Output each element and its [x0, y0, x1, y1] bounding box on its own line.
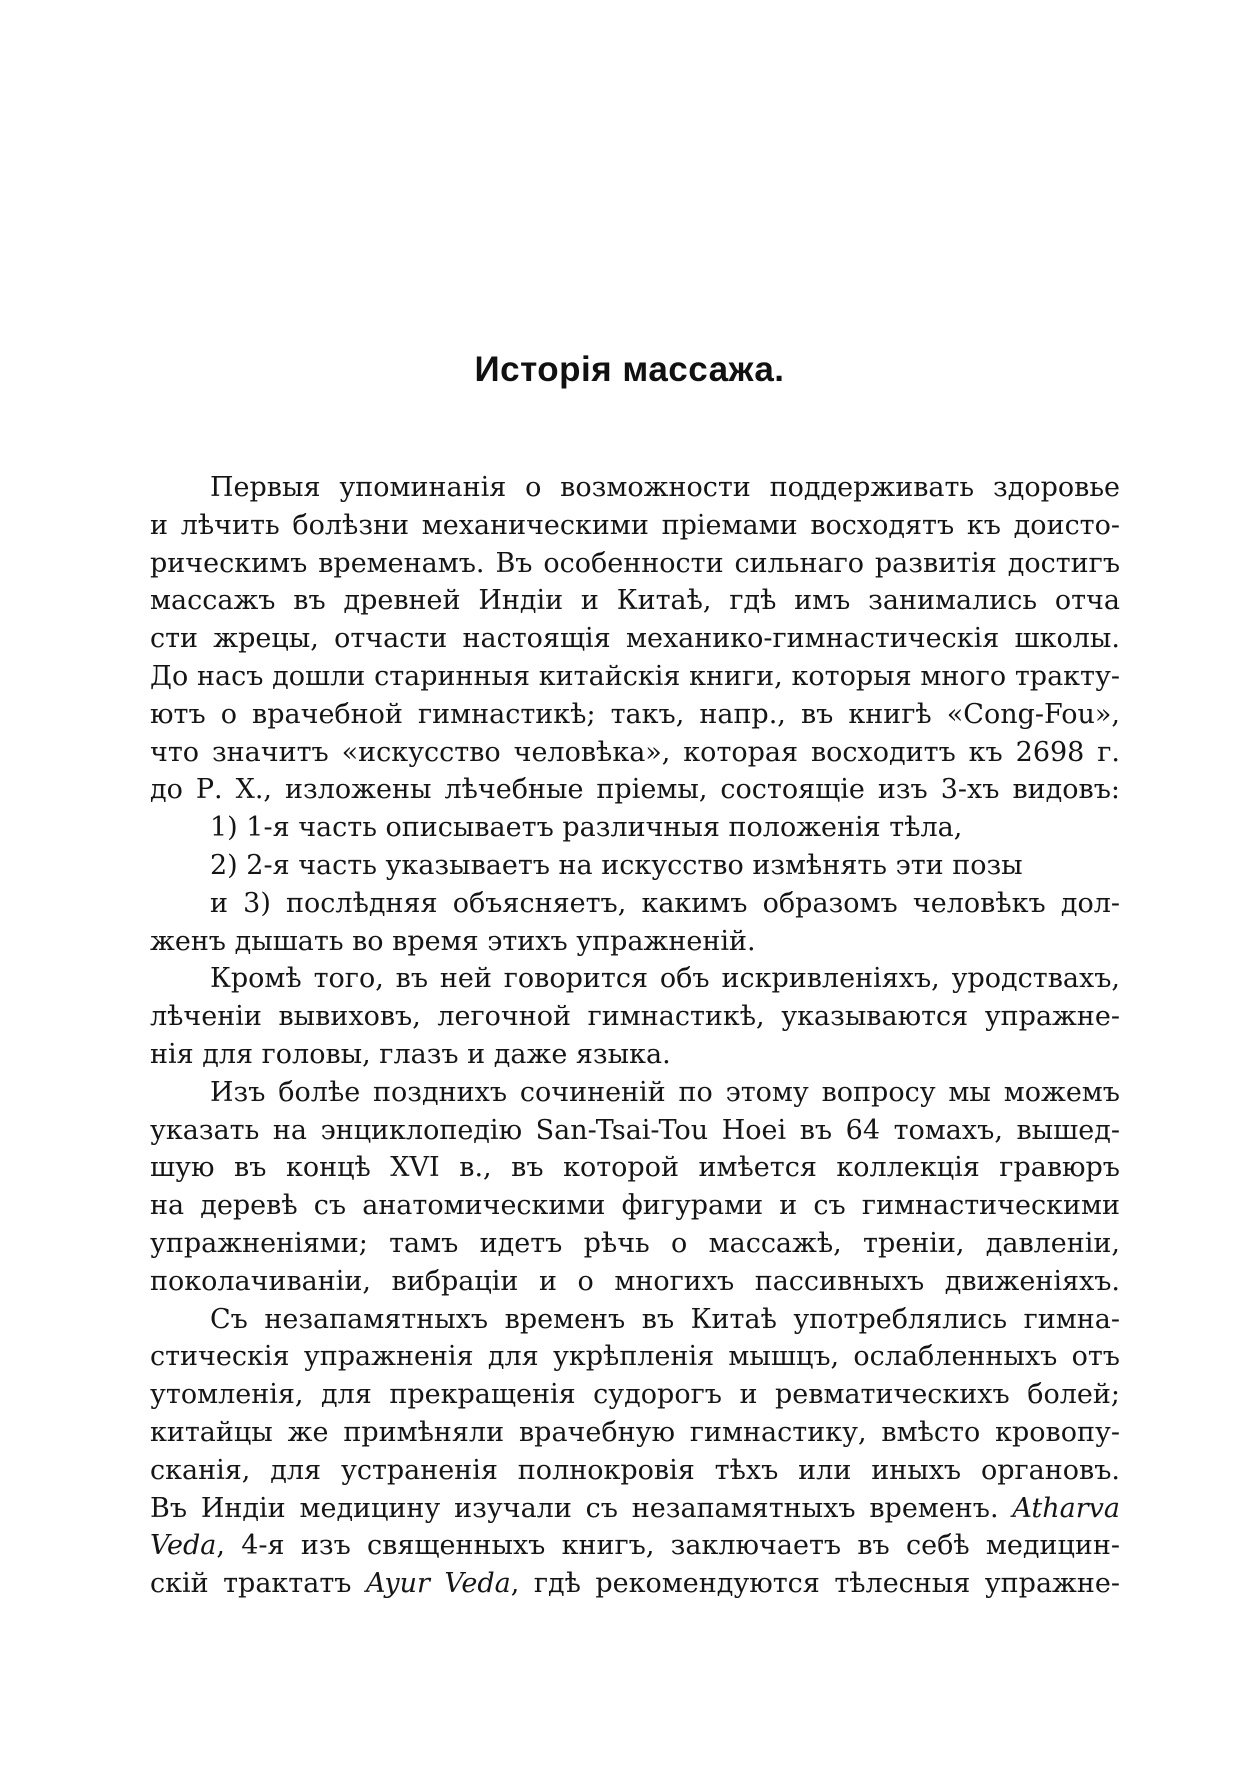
text-segment: до Р. Х., изложены лѣчебные пріемы, состоящіе изъ 3-хъ видовъ: — [150, 774, 1120, 806]
text-segment: упражненіями; тамъ идетъ рѣчь о массажѣ, треніи, давленіи, — [150, 1227, 1120, 1259]
text-line — [150, 582, 1120, 620]
text-line — [150, 1036, 1120, 1074]
text-line — [150, 1225, 1120, 1263]
text-line — [150, 885, 1120, 923]
text-line — [150, 809, 1120, 847]
text-line — [150, 734, 1120, 772]
body-text — [150, 469, 1120, 1603]
italic-text-segment: Veda — [150, 1530, 217, 1562]
text-segment: указать на энциклопедію San-Tsai-Tou Hoei въ 64 томахъ, вышед- — [150, 1114, 1120, 1146]
text-line — [150, 620, 1120, 658]
text-segment: стическія упражненія для укрѣпленія мышцъ, ослабленныхъ отъ — [150, 1341, 1120, 1373]
text-segment: утомленія, для прекращенія судорогъ и ревматическихъ болей; — [150, 1379, 1120, 1411]
text-segment: шую въ концѣ XVI в., въ которой имѣется коллекція гравюръ — [150, 1152, 1120, 1184]
text-line — [150, 1074, 1120, 1112]
text-segment: массажъ въ древней Индіи и Китаѣ, гдѣ имъ занимались отча — [150, 585, 1120, 617]
text-segment: Въ Индіи медицину изучали съ незапамятныхъ временъ. — [150, 1492, 1013, 1524]
text-segment: женъ дышать во время этихъ упражненій. — [150, 925, 756, 957]
text-line — [150, 1376, 1120, 1414]
text-segment: и 3) послѣдняя объясняетъ, какимъ образомъ человѣкъ дол- — [210, 887, 1120, 919]
text-segment: , гдѣ рекомендуются тѣлесныя упражне- — [510, 1568, 1120, 1600]
text-segment: китайцы же примѣняли врачебную гимнастику, вмѣсто кровопу- — [150, 1416, 1120, 1448]
text-segment: 2) 2-я часть указываетъ на искусство измѣнять эти позы — [210, 849, 1023, 881]
text-line — [150, 1338, 1120, 1376]
text-segment: сти жрецы, отчасти настоящія механико-гимнастическія школы. — [150, 623, 1120, 655]
text-segment: рическимъ временамъ. Въ особенности сильнаго развитія достигъ — [150, 547, 1120, 579]
text-line — [150, 696, 1120, 734]
text-line — [150, 771, 1120, 809]
italic-text-segment: Atharva — [1012, 1492, 1120, 1524]
text-segment: сканія, для устраненія полнокровія тѣхъ или иныхъ органовъ. — [150, 1454, 1120, 1486]
text-line — [150, 1263, 1120, 1301]
text-segment: что значитъ «искусство человѣка», которая восходитъ къ 2698 г. — [150, 736, 1120, 768]
text-line — [150, 960, 1120, 998]
text-segment: Кромѣ того, въ ней говорится объ искривленіяхъ, уродствахъ, — [210, 963, 1120, 995]
text-segment: До насъ дошли старинныя китайскія книги, которыя много тракту- — [150, 660, 1120, 692]
text-line — [150, 1527, 1120, 1565]
italic-text-segment: Ayur Veda — [365, 1568, 511, 1600]
page-title: Исторія массажа. — [474, 350, 785, 389]
text-segment: скій трактатъ — [150, 1568, 366, 1600]
text-line — [150, 923, 1120, 961]
text-line — [150, 847, 1120, 885]
text-line — [150, 1452, 1120, 1490]
text-line — [150, 1565, 1120, 1603]
text-line — [150, 1301, 1120, 1339]
text-segment: поколачиваніи, вибраціи и о многихъ пассивныхъ движеніяхъ. — [150, 1265, 1120, 1297]
text-segment: Изъ болѣе позднихъ сочиненій по этому вопросу мы можемъ — [210, 1076, 1120, 1108]
text-line — [150, 1149, 1120, 1187]
text-line — [150, 658, 1120, 696]
text-segment: на деревѣ съ анатомическими фигурами и съ гимнастическими — [150, 1190, 1120, 1222]
text-segment: нія для головы, глазъ и даже языка. — [150, 1038, 671, 1070]
text-line — [150, 545, 1120, 583]
text-line — [150, 998, 1120, 1036]
text-line — [150, 1112, 1120, 1150]
text-segment: 1) 1-я часть описываетъ различныя положенія тѣла, — [210, 812, 963, 844]
text-segment: Первыя упоминанія о возможности поддерживать здоровье — [210, 472, 1120, 503]
text-line — [150, 469, 1120, 507]
text-line — [150, 1414, 1120, 1452]
text-segment: , 4-я изъ священныхъ книгъ, заключаетъ въ себѣ медицин- — [216, 1530, 1120, 1562]
text-segment: и лѣчить болѣзни механическими пріемами восходятъ къ доисто- — [150, 509, 1120, 541]
text-line — [150, 1187, 1120, 1225]
text-line — [150, 1490, 1120, 1528]
text-line — [150, 507, 1120, 545]
text-segment: лѣченіи вывиховъ, легочной гимнастикѣ, указываются упражне- — [150, 1001, 1120, 1033]
text-segment: Съ незапамятныхъ временъ въ Китаѣ употреблялись гимна- — [210, 1303, 1120, 1335]
text-segment: ютъ о врачебной гимнастикѣ; такъ, напр., въ книгѣ «Cong-Fou», — [150, 698, 1120, 730]
